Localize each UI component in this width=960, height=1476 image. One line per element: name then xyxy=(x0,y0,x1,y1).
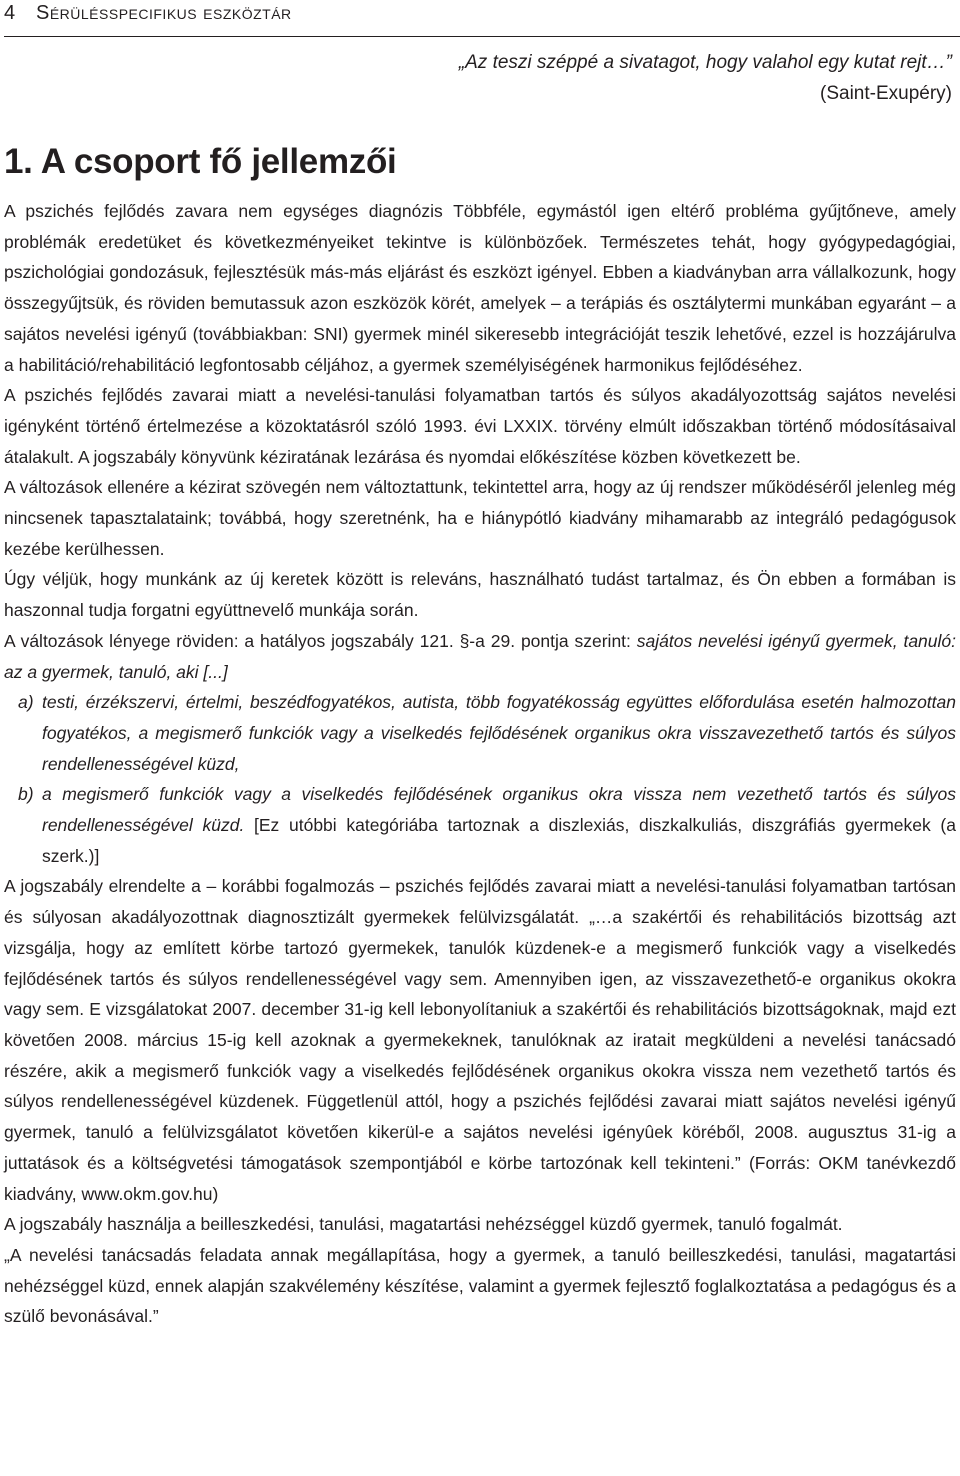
list-text-a: testi, érzékszervi, értelmi, beszédfogyatékos, autista, több fogyatékosság együttes előfordulása esetén halmozottan fogyatékos, a megismerő funkciók vagy a viselkedés fejlődésének organikus okra visszavezethető tartós és súlyos rendellenességével küzd, xyxy=(42,692,956,774)
running-header-title: Sérülésspecifikus eszköztár xyxy=(36,2,292,24)
list-item-b xyxy=(4,779,956,871)
definition-lead: A változások lényege röviden: a hatályos jogszabály 121. §-a 29. pontja szerint: xyxy=(4,630,637,651)
header-rule xyxy=(4,36,960,37)
list-marker-a: a) xyxy=(18,692,34,713)
running-header xyxy=(4,2,292,32)
epigraph-author: (Saint-Exupéry) xyxy=(820,83,952,104)
epigraph-quote: „Az teszi széppé a sivatagot, hogy valahol egy kutat rejt…” xyxy=(458,52,952,73)
list-text-b: a megismerő funkciók vagy a viselkedés fejlődésének organikus okra vissza nem vezethető tartós és súlyos rendellenességével küzd. xyxy=(42,784,956,836)
paragraph-manuscript: A változások ellenére a kézirat szövegén nem változtattunk, tekintettel arra, hogy az új rendszer működéséről jelenleg még nincsenek tapasztalataink; továbbá, hogy szeretnénk, ha e hiánypótló kiadvány mihamarabb az integráló pedagógusok kezébe kerülhessen. xyxy=(4,477,956,559)
section-title: 1. A csoport fő jellemzői xyxy=(4,142,397,181)
paragraph-review: A jogszabály elrendelte a – korábbi fogalmozás – pszichés fejlődés zavarai miatt a nevelési-tanulási folyamatban tartósan és súlyosan akadályozottnak diagnosztizált gyermekek felülvizsgálatát. „…a szakértői és rehabilitációs bizottság azt vizsgálja, hogy az említett körbe tartozó gyermekek, tanulók küzdenek-e a megismerő funkciók vagy a viselkedés fejlődésének tartós és súlyos rendellenességével vagy sem. Amennyiben igen, az visszavezethető-e organikus okokra vagy sem. E vizsgálatokat 2007. december 31-ig kell lebonyolítaniuk a szakértői és rehabilitációs bizottságoknak, majd ezt követően 2008. március 15-ig kell azoknak a gyermekeknek, tanulóknak az iratait megküldeni a nevelési tanácsadó részére, akik a megismerő funkciók vagy a viselkedés fejlődésének organikus okokra vissza nem vezethető tartós és súlyos rendellenességével küzdenek. Függetlenül attól, hogy a pszichés fejlődési zavarai miatt sajátos nevelési igényű gyermek, tanuló a felülvizsgálatot követően kikerül-e a sajátos nevelési igényûek köréből, 2008. augusztus 31-ig a juttatások és a költségvetési támogatások szempontjából e körbe tartozónak kell tekinteni.” (Forrás: OKM tanévkezdő kiadvány, www.okm.gov.hu) xyxy=(4,876,956,1204)
definition-italic: sajátos nevelési igényű gyermek, tanuló: az a gyermek, tanuló, aki [...] xyxy=(4,630,956,682)
epigraph xyxy=(332,47,952,109)
definition-list xyxy=(4,687,956,871)
list-text-b-note: [Ez utóbbi kategóriába tartoznak a diszlexiás, diszkalkuliás, diszgráfiás gyermekek (a szerk.)] xyxy=(42,815,956,866)
paragraph-intro: A pszichés fejlődés zavara nem egységes diagnózis Többféle, egymástól igen eltérő probléma gyűjtőneve, amely problémák eredetüket és következményeiket tekintve is különbözőek. Természetes tehát, hogy gyógypedagógiai, pszichológiai gondozásuk, fejlesztésük más-más eljárást és eszközt igényel. Ebben a kiadványban arra vállalkozunk, hogy összegyűjtsük, és röviden bemutassuk azon eszközök körét, amelyek – a terápiás és osztálytermi munkában egyaránt – a sajátos nevelési igényű (továbbiakban: SNI) gyermek minél sikeresebb integrációját teszik lehetővé, ezzel is hozzájárulva a habilitáció/rehabilitáció legfontosabb céljához, a gyermek személyiségének harmonikus fejlődéséhez. xyxy=(4,201,956,375)
list-marker-b: b) xyxy=(18,784,34,805)
paragraph-concept: A jogszabály használja a beilleszkedési, tanulási, magatartási nehézséggel küzdő gyermek, tanuló fogalmát. xyxy=(4,1214,843,1235)
list-item-a xyxy=(4,687,956,779)
paragraph-relevance: Úgy véljük, hogy munkánk az új keretek között is releváns, használható tudást tartalmaz, és Ön ebben a formában is haszonnal tudja forgatni együttnevelő munkája során. xyxy=(4,569,956,621)
body-text xyxy=(4,196,956,1332)
paragraph-definition xyxy=(4,626,956,687)
paragraph-law-change: A pszichés fejlődés zavarai miatt a nevelési-tanulási folyamatban tartós és súlyos akadályozottság sajátos nevelési igényként történő értelmezése a közoktatásról szóló 1993. évi LXXIX. törvény elmúlt időszakban történő módosításaival átalakult. A jogszabály könyvünk kéziratának lezárása és nyomdai előkészítése közben következett be. xyxy=(4,385,956,467)
paragraph-counseling-quote: „A nevelési tanácsadás feladata annak megállapítása, hogy a gyermek, a tanuló beilleszkedési, tanulási, magatartási nehézséggel küzd, ennek alapján szakvélemény készítése, valamint a gyermek fejlesztő foglalkoztatása a pedagógus és a szülő bevonásával.” xyxy=(4,1244,956,1327)
page-number: 4 xyxy=(4,2,16,24)
